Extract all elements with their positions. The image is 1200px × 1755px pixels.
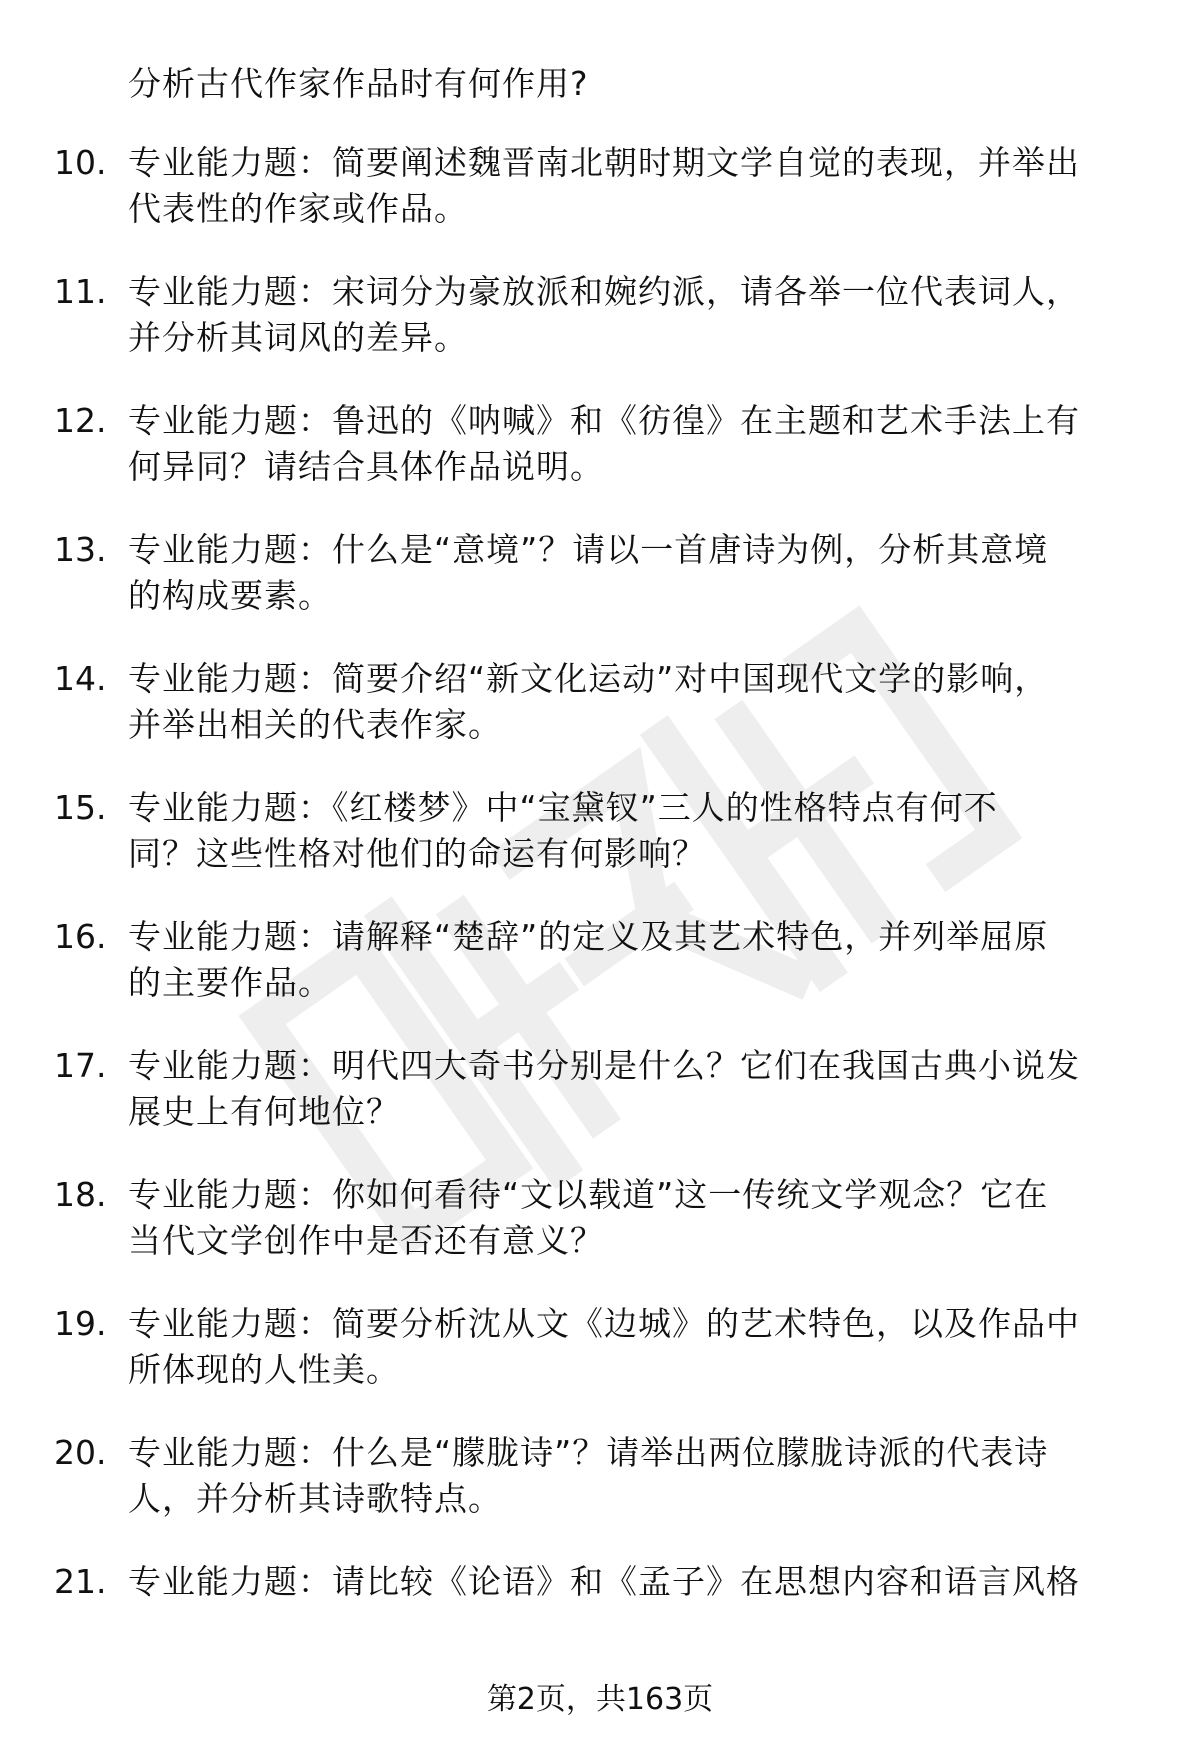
- page-number-footer: 第2页，共163页: [486, 1682, 714, 1717]
- question-text: 专业能力题：宋词分为豪放派和婉约派，请各举一位代表词人， 并分析其词风的差异。: [128, 272, 1080, 357]
- question-text: 专业能力题：简要分析沈从文《边城》的艺术特色，以及作品中 所体现的人性美。: [128, 1304, 1080, 1389]
- question-item: [0, 785, 1200, 877]
- question-number: 20.: [54, 1433, 107, 1472]
- question-item: [0, 656, 1200, 748]
- question-item: [0, 398, 1200, 490]
- question-text: 专业能力题：什么是“朦胧诗”？请举出两位朦胧诗派的代表诗 人，并分析其诗歌特点。: [128, 1433, 1049, 1518]
- question-item: [0, 269, 1200, 361]
- question-number: 16.: [54, 917, 107, 956]
- question-item: [0, 1043, 1200, 1135]
- question-text: 专业能力题：简要介绍“新文化运动”对中国现代文学的影响， 并举出相关的代表作家。: [128, 659, 1049, 744]
- question-item: [0, 1172, 1200, 1264]
- question-item: [0, 1430, 1200, 1522]
- question-text: 专业能力题：《红楼梦》中“宝黛钗”三人的性格特点有何不 同？这些性格对他们的命运有何影响？: [128, 788, 998, 873]
- question-text: 专业能力题：请比较《论语》和《孟子》在思想内容和语言风格: [128, 1562, 1080, 1601]
- question-number: 12.: [54, 401, 107, 440]
- question-number: 14.: [54, 659, 107, 698]
- question-item: [0, 914, 1200, 1006]
- question-number: 19.: [54, 1304, 107, 1343]
- question-number: 17.: [54, 1046, 107, 1085]
- question-item: [0, 1559, 1200, 1651]
- question-number: 13.: [54, 530, 107, 569]
- question-text: 专业能力题：什么是“意境”？请以一首唐诗为例，分析其意境 的构成要素。: [128, 530, 1049, 615]
- question-list: [0, 140, 1200, 1688]
- question-number: 15.: [54, 788, 107, 827]
- question-number: 11.: [54, 272, 107, 311]
- question-text: 专业能力题：简要阐述魏晋南北朝时期文学自觉的表现，并举出 代表性的作家或作品。: [128, 143, 1080, 228]
- carryover-text: 分析古代作家作品时有何作用?: [128, 64, 589, 103]
- question-text: 专业能力题：鲁迅的《呐喊》和《彷徨》在主题和艺术手法上有 何异同？请结合具体作品说明。: [128, 401, 1080, 486]
- question-text: 专业能力题：你如何看待“文以载道”这一传统文学观念？它在 当代文学创作中是否还有意义？: [128, 1175, 1049, 1260]
- question-number: 21.: [54, 1562, 107, 1601]
- question-text: 专业能力题：明代四大奇书分别是什么？它们在我国古典小说发 展史上有何地位？: [128, 1046, 1080, 1131]
- question-item: [0, 527, 1200, 619]
- question-number: 10.: [54, 143, 107, 182]
- question-item: [0, 140, 1200, 232]
- question-item: [0, 1301, 1200, 1393]
- question-number: 18.: [54, 1175, 107, 1214]
- question-text: 专业能力题：请解释“楚辞”的定义及其艺术特色，并列举屈原 的主要作品。: [128, 917, 1049, 1002]
